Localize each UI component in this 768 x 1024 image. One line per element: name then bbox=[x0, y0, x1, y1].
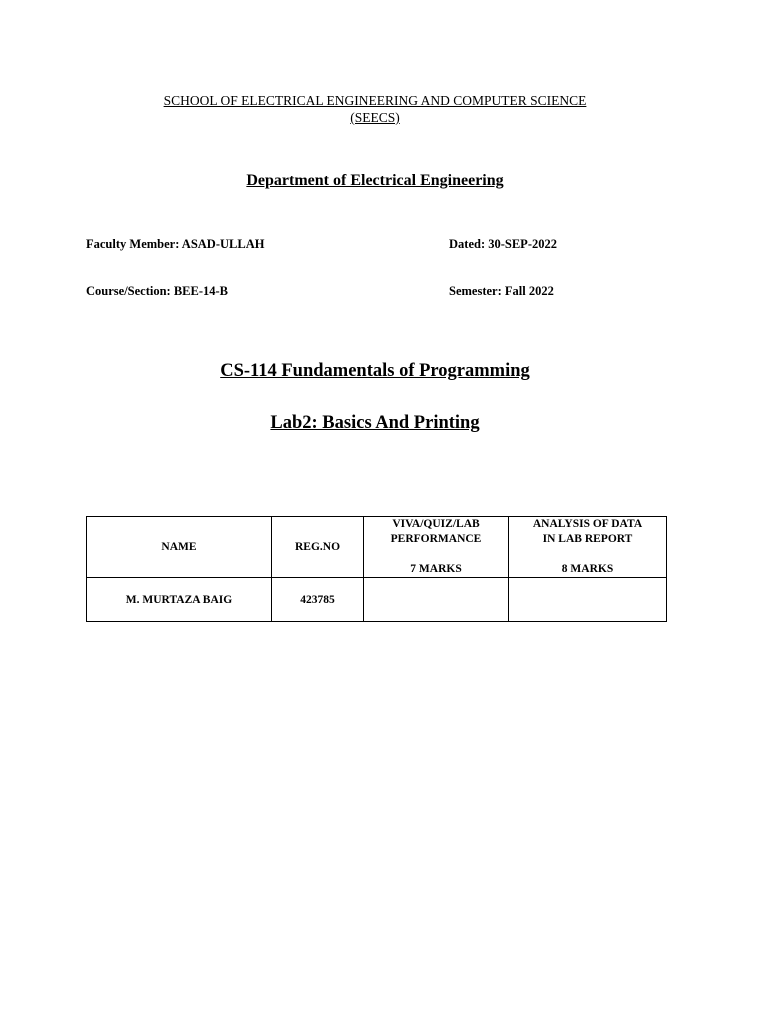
semester-label: Semester: Fall 2022 bbox=[449, 284, 554, 298]
header-analysis bbox=[509, 517, 667, 578]
header-viva-marks: 7 MARKS bbox=[410, 563, 462, 575]
course-section: Course/Section: BEE-14-B bbox=[86, 284, 229, 298]
header-analysis-marks: 8 MARKS bbox=[561, 563, 614, 575]
header-viva-line2: PERFORMANCE bbox=[390, 533, 482, 545]
header-analysis-line1: ANALYSIS OF DATA bbox=[532, 518, 643, 530]
student-reg-no: 423785 bbox=[272, 578, 364, 622]
analysis-marks-cell bbox=[509, 578, 667, 622]
header-viva bbox=[364, 517, 509, 578]
faculty-member: Faculty Member: ASAD-ULLAH bbox=[86, 237, 265, 251]
header-viva-line1: VIVA/QUIZ/LAB bbox=[392, 518, 480, 530]
school-name: SCHOOL OF ELECTRICAL ENGINEERING AND COMPUTER SCIENCE bbox=[163, 93, 587, 108]
header-name: NAME bbox=[87, 517, 272, 578]
school-abbrev: (SEECS) bbox=[350, 110, 400, 125]
viva-marks-cell bbox=[364, 578, 509, 622]
course-title: CS-114 Fundamentals of Programming bbox=[220, 361, 530, 381]
lab-title: Lab2: Basics And Printing bbox=[270, 413, 480, 433]
header-analysis-line2: IN LAB REPORT bbox=[542, 533, 633, 545]
header-reg-no: REG.NO bbox=[272, 517, 364, 578]
department-title: Department of Electrical Engineering bbox=[246, 172, 504, 189]
student-name: M. MURTAZA BAIG bbox=[87, 578, 272, 622]
date-label: Dated: 30-SEP-2022 bbox=[449, 237, 557, 251]
table-row bbox=[87, 578, 667, 622]
table-header-row bbox=[87, 517, 667, 578]
school-heading bbox=[0, 92, 750, 126]
marks-table bbox=[86, 516, 667, 622]
